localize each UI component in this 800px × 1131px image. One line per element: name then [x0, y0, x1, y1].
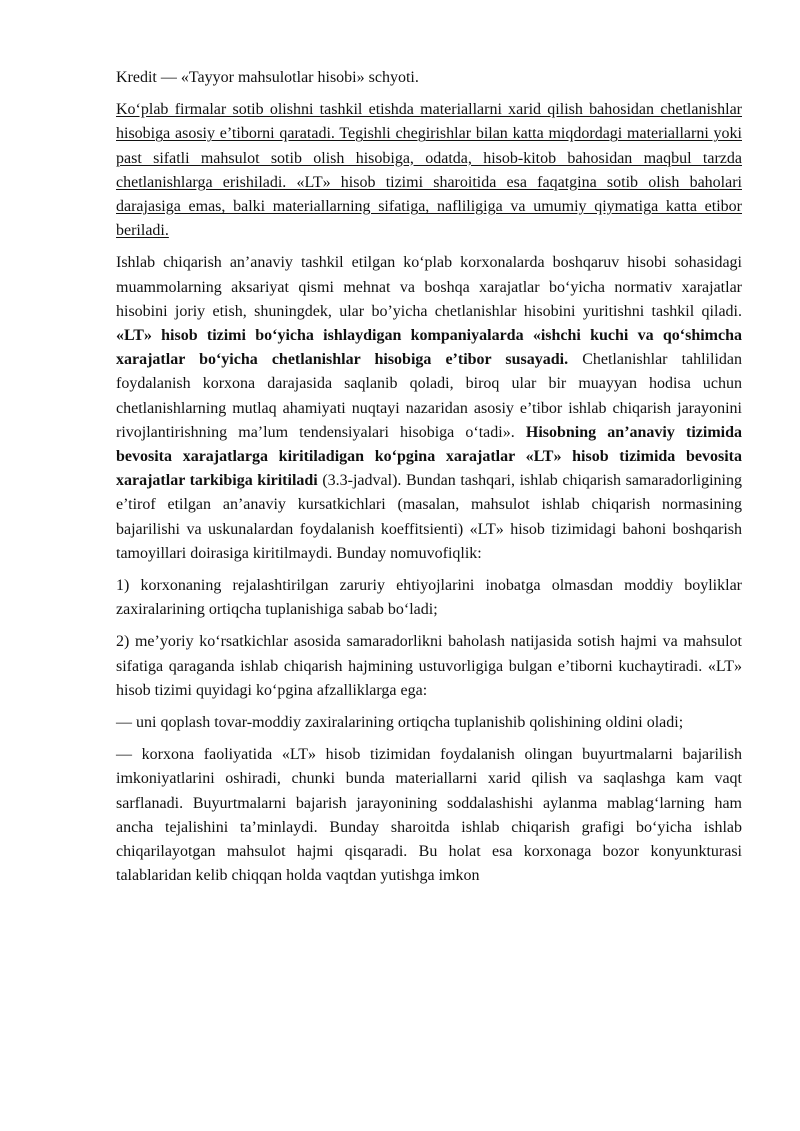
paragraph-purchase-deviations: Ko‘plab firmalar sotib olishni tashkil etishda materiallarni xarid qilish bahosidan chetlanishlar hisobiga asosiy e’tiborni qaratadi. Tegishli chegirishlar bilan katta miqdordagi materiallarni yoki past sifatli mahsulot sotib olish hisobiga, odatda, hisob-kitob bahosidan maqbul tarzda chetlanishlarga erishiladi. «LT» hisob tizimi sharoitida esa faqatgina sotib olish baholari darajasiga emas, balki materiallarning sifatiga, nafliligiga va umumiy qiymatiga katta etibor beriladi. — [116, 101, 742, 240]
list-item-1: 1) korxonaning rejalashtirilgan zaruriy ehtiyojlarini inobatga olmasdan moddiy boyliklar zaxiralarining ortiqcha tuplanishiga sabab bo‘ladi; — [116, 577, 742, 619]
text-normal-3: (3.3-jadval). Bundan tashqari, ishlab chiqarish samaradorligining e’tirof etilgan an’anaviy kursatkichlari (masalan, mahsulot ishlab chiqarish normasining bajarilishi va uskunalardan foydalanish koeffitsienti) «LT» hisob tizimidagi bahoni boshqarish tamoyillari doirasiga kiritilmaydi. Bunday nomuvofiqlik: — [116, 472, 742, 562]
document-page — [116, 66, 742, 897]
dash-item-2: — korxona faoliyatida «LT» hisob tizimidan foydalanish olingan buyurtmalarni bajarilish imkoniyatlarini oshiradi, chunki bunda materiallarni xarid qilish va saqlashga kam vaqt sarflanadi. Buyurtmalarni bajarish jarayonining soddalashishi aylanma mablag‘larning ham ancha tejalishini ta’minlaydi. Bunday sharoitda ishlab chiqarish grafigi bo‘yicha ishlab chiqarilayotgan mahsulot hajmi qisqaradi. Bu holat esa korxonaga bozor konyunkturasi talablaridan kelib chiqqan holda vaqtdan yutishga imkon — [116, 746, 742, 885]
credit-line: Kredit — «Tayyor mahsulotlar hisobi» schyoti. — [116, 69, 419, 86]
text-bold-2: Hisobning an’anaviy tizimida bevosita xarajatlarga kiritiladigan ko‘pgina xarajatlar «LT» hisob tizimida bevosita xarajatlar tarkibiga kiritiladi — [116, 423, 743, 490]
text-normal-1: Ishlab chiqarish an’anaviy tashkil etilgan ko‘plab korxonalarda boshqaruv hisobi sohasidagi muammolarning aksariyat qismi mehnat va boshqa xarajatlar bo‘yicha normativ xarajatlar hisobini joriy etish, shuningdek, ular bo’yicha chetlanishlar hisobini yuritishni tashkil qiladi. — [116, 254, 742, 320]
paragraph-traditional-systems — [116, 251, 742, 566]
text-normal-2: Chetlanishlar tahlilidan foydalanish korxona darajasida saqlanib qoladi, biroq ular bir muayyan hodisa uchun chetlanishlarning mutlaq ahamiyati nuqtayi nazaridan asosiy e’tibor ishlab chiqarish jarayonini rivojlantirishning ma’lum tendensiyalari hisobiga o‘tadi». — [116, 351, 742, 441]
dash-item-1: — uni qoplash tovar-moddiy zaxiralarining ortiqcha tuplanishib qolishining oldini oladi; — [116, 714, 684, 732]
list-item-2: 2) me’yoriy ko‘rsatkichlar asosida samaradorlikni baholash natijasida sotish hajmi va mahsulot sifatiga qaraganda ishlab chiqarish hajmining ustuvorligiga bulgan e’tiborni kuchaytiradi. «LT» hisob tizimi quyidagi ko‘pgina afzalliklarga ega: — [116, 633, 742, 699]
text-bold-1: «LT» hisob tizimi bo‘yicha ishlaydigan kompaniyalarda «ishchi kuchi va qo‘shimcha xarajatlar bo‘yicha chetlanishlar hisobiga e’tibor susayadi. — [116, 327, 742, 369]
